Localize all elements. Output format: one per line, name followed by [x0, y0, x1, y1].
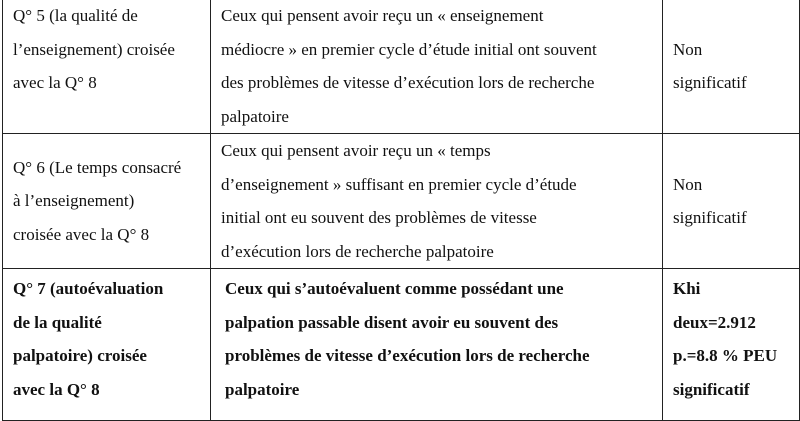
- result-cell: [663, 134, 800, 269]
- question-cell: [3, 269, 211, 421]
- description-text: Ceux qui pensent avoir reçu un « enseignement médiocre » en premier cycle d’étude initial ont souvent des problèmes de vitesse d’exécution lors de recherche palpatoire: [221, 6, 597, 126]
- question-text: Q° 5 (la qualité de l’enseignement) croisée avec la Q° 8: [13, 6, 175, 92]
- description-cell: [211, 269, 663, 421]
- description-cell: [211, 134, 663, 269]
- result-cell: [663, 269, 800, 421]
- result-cell: [663, 0, 800, 134]
- description-cell: [211, 0, 663, 134]
- table-row: [3, 269, 800, 421]
- question-text: Q° 7 (autoévaluation de la qualité palpatoire) croisée avec la Q° 8: [13, 279, 164, 399]
- result-text: Khi deux=2.912 p.=8.8 % PEU significatif: [673, 279, 778, 399]
- description-text: Ceux qui pensent avoir reçu un « temps d’enseignement » suffisant en premier cycle d’étude initial ont eu souvent des problèmes de vitesse d’exécution lors de recherche palpatoire: [221, 141, 577, 261]
- result-text: Non significatif: [673, 174, 747, 227]
- result-text: Non significatif: [673, 39, 747, 92]
- question-text: Q° 6 (Le temps consacré à l’enseignement) croisée avec la Q° 8: [13, 157, 182, 244]
- table-row: [3, 0, 800, 134]
- question-cell: [3, 134, 211, 269]
- table-row: [3, 134, 800, 269]
- description-text: Ceux qui s’autoévaluent comme possédant une palpation passable disent avoir eu souvent des problèmes de vitesse d’exécution lors de recherche palpatoire: [225, 279, 590, 399]
- results-table: [2, 0, 800, 421]
- question-cell: [3, 0, 211, 134]
